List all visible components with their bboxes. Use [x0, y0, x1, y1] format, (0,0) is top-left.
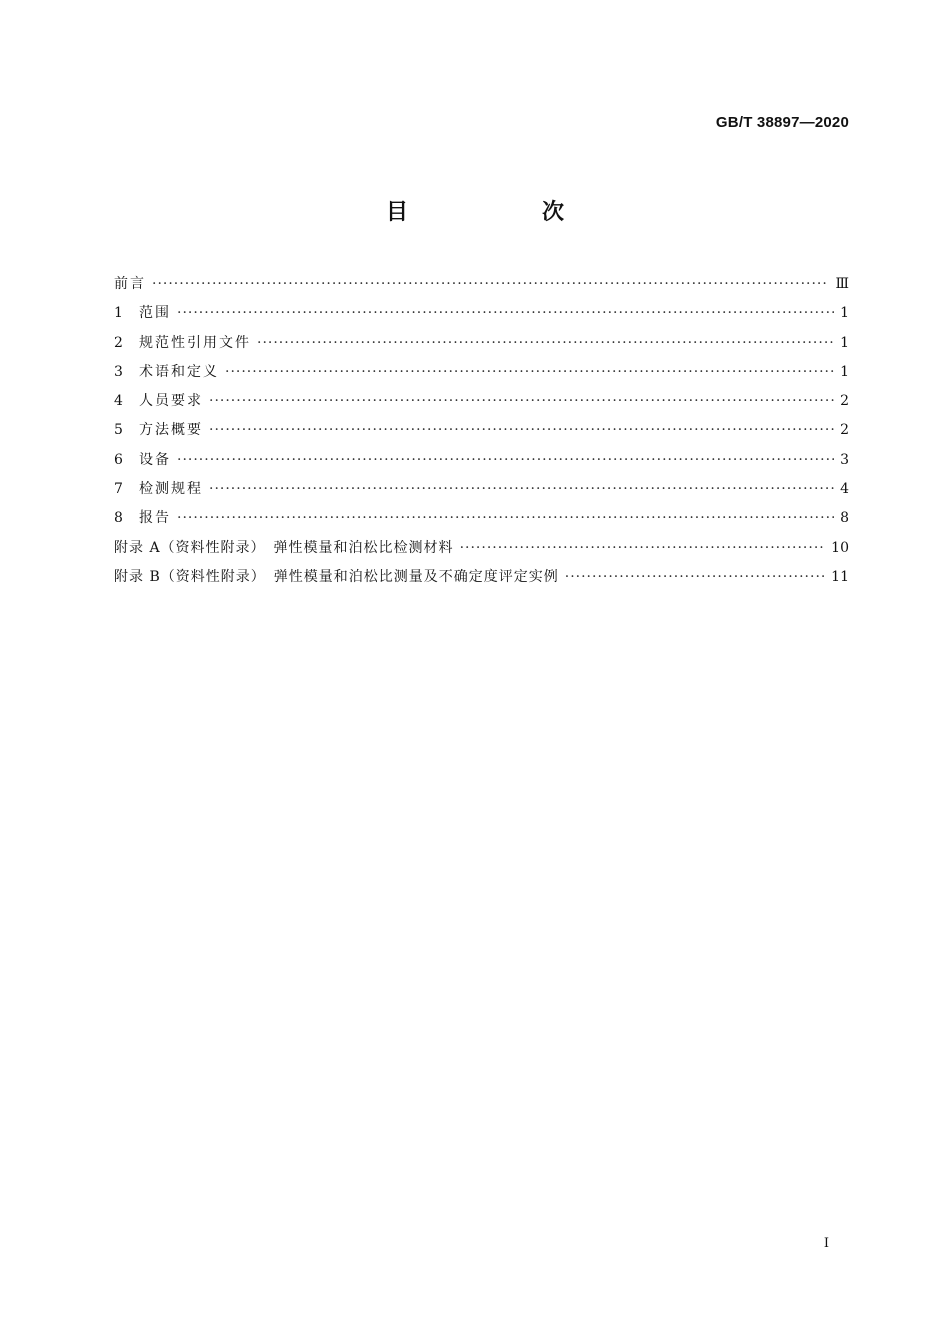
- toc-entry-page: 4: [840, 481, 849, 498]
- toc-entry-label: 范围: [139, 305, 171, 322]
- toc-entry-3[interactable]: [114, 358, 849, 387]
- toc-entry-label: 规范性引用文件: [139, 334, 251, 351]
- toc-entry-foreword[interactable]: [114, 270, 849, 299]
- toc-entry-page: 2: [840, 393, 849, 410]
- toc-leader-dots: [177, 446, 834, 475]
- toc-leader-dots: [177, 504, 834, 533]
- toc-entry-label: 附录 A（资料性附录） 弹性模量和泊松比检测材料: [114, 539, 454, 556]
- toc-leader-dots: [177, 299, 834, 328]
- toc-entry-label: 前言: [114, 276, 146, 292]
- toc-leader-dots: [565, 563, 825, 592]
- toc-entry-number: 7: [114, 481, 123, 498]
- toc-entry-page: 1: [840, 305, 849, 322]
- toc-leader-dots: [209, 387, 834, 416]
- toc-entry-label: 人员要求: [139, 393, 203, 410]
- toc-entry-appendix-b[interactable]: [114, 563, 849, 592]
- toc-leader-dots: [152, 270, 829, 299]
- toc-entry-2[interactable]: [114, 329, 849, 358]
- toc-entry-page: 1: [840, 334, 849, 351]
- standard-number: GB/T 38897—2020: [715, 114, 849, 131]
- toc-entry-label: 术语和定义: [139, 363, 219, 380]
- toc-entry-page: 8: [840, 510, 849, 527]
- table-of-contents: [114, 270, 849, 592]
- toc-entry-label: 设备: [139, 451, 171, 468]
- toc-entry-page: Ⅲ: [835, 276, 849, 292]
- toc-leader-dots: [257, 329, 834, 358]
- toc-leader-dots: [209, 475, 834, 504]
- toc-entry-label: 检测规程: [139, 481, 203, 498]
- toc-entry-number: 1: [114, 305, 123, 322]
- toc-leader-dots: [225, 358, 834, 387]
- toc-entry-page: 3: [840, 451, 849, 468]
- toc-entry-1[interactable]: [114, 299, 849, 328]
- toc-entry-page: 11: [831, 568, 849, 585]
- toc-entry-page: 1: [840, 363, 849, 380]
- toc-entry-page: 10: [831, 539, 849, 556]
- toc-leader-dots: [460, 534, 826, 563]
- toc-entry-8[interactable]: [114, 504, 849, 533]
- toc-entry-number: 3: [114, 363, 123, 380]
- toc-entry-appendix-a[interactable]: [114, 534, 849, 563]
- toc-entry-5[interactable]: [114, 416, 849, 445]
- page-title: 目 次: [385, 200, 620, 225]
- page-number: Ⅰ: [823, 1236, 829, 1251]
- toc-entry-6[interactable]: [114, 446, 849, 475]
- toc-entry-number: 8: [114, 510, 123, 527]
- toc-entry-label: 附录 B（资料性附录） 弹性模量和泊松比测量及不确定度评定实例: [114, 568, 559, 585]
- toc-entry-number: 2: [114, 334, 123, 351]
- toc-entry-number: 4: [114, 393, 123, 410]
- toc-entry-label: 方法概要: [139, 422, 203, 439]
- toc-entry-number: 6: [114, 451, 123, 468]
- toc-leader-dots: [209, 416, 834, 445]
- toc-entry-label: 报告: [139, 510, 171, 527]
- toc-entry-4[interactable]: [114, 387, 849, 416]
- toc-entry-page: 2: [840, 422, 849, 439]
- toc-entry-7[interactable]: [114, 475, 849, 504]
- toc-entry-number: 5: [114, 422, 123, 439]
